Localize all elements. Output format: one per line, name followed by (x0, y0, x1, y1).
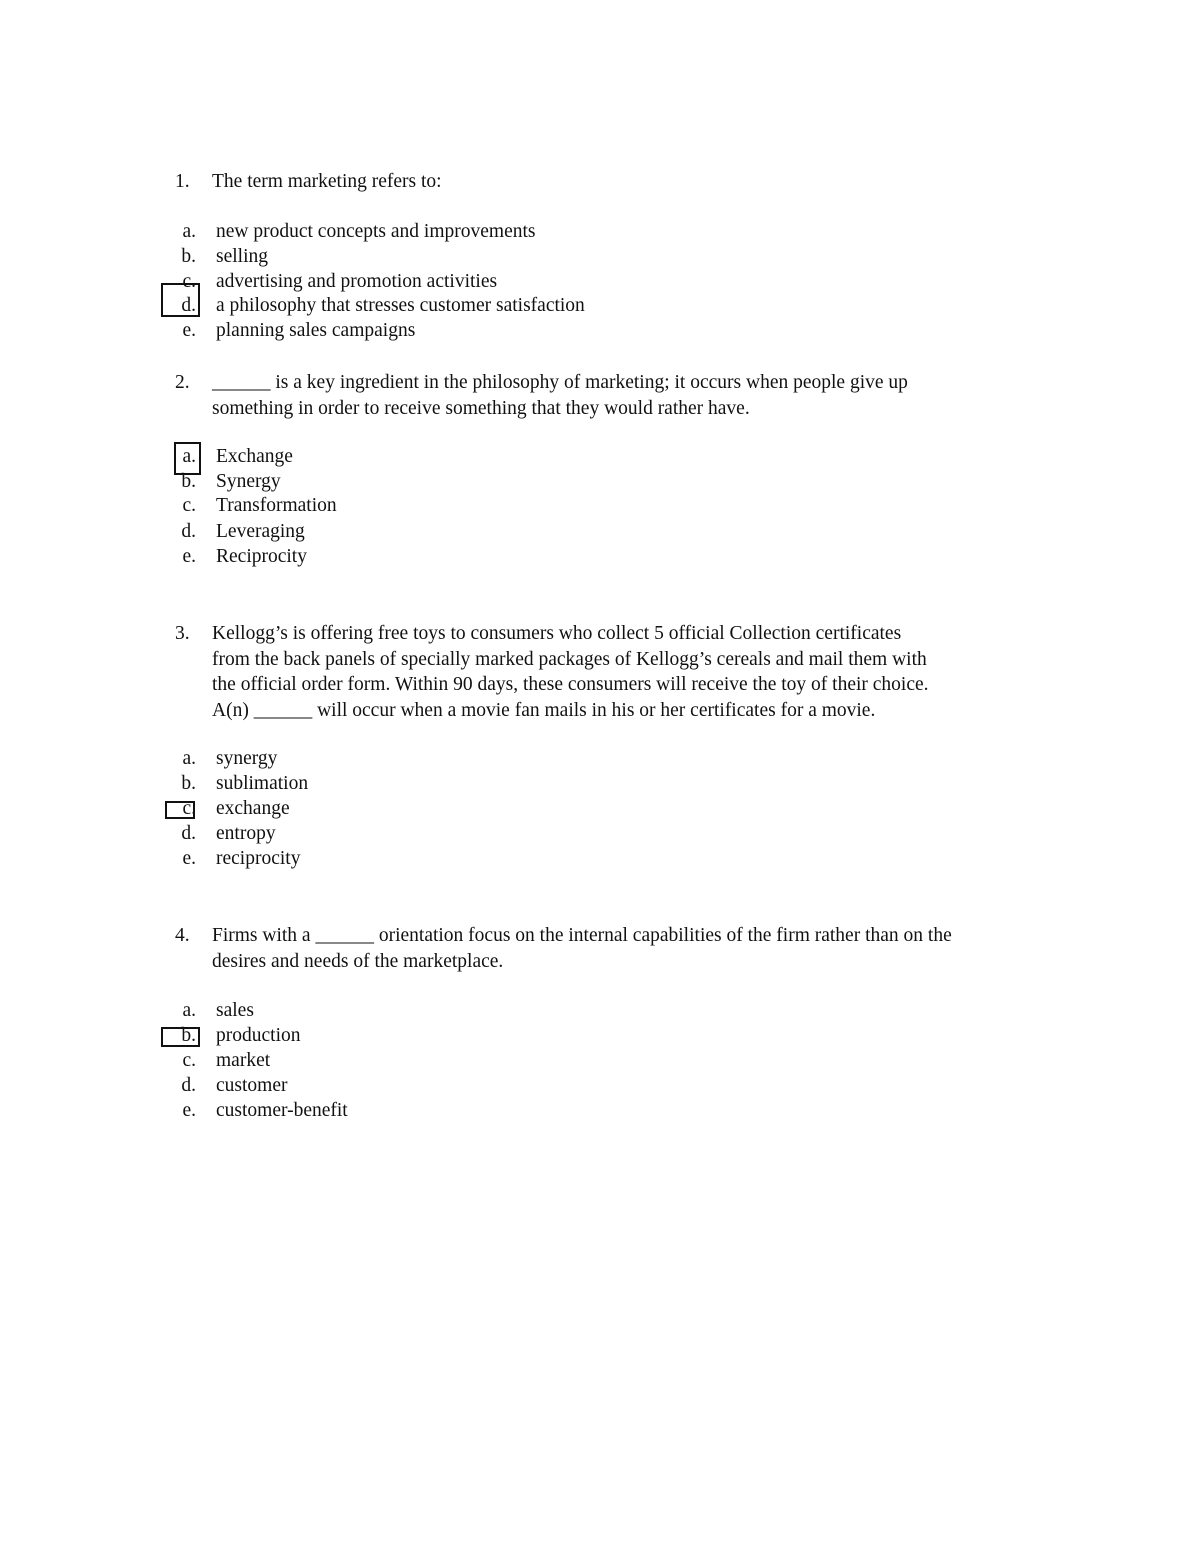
option-text: Leveraging (216, 521, 305, 542)
option-letter: c. (182, 495, 196, 516)
option-text: advertising and promotion activities (216, 271, 498, 292)
option-letter: e. (182, 848, 196, 869)
option-text: customer-benefit (216, 1100, 348, 1121)
question-text (212, 923, 1032, 974)
option-letter: c. (182, 271, 196, 292)
option-text: production (216, 1025, 301, 1046)
option-text: market (216, 1050, 271, 1071)
option-text: planning sales campaigns (216, 320, 416, 341)
option-letter: b. (181, 773, 196, 794)
question-number: 3. (175, 623, 190, 644)
option-letter: b. (181, 1025, 196, 1046)
question-text (212, 370, 1032, 421)
answer-mark-box (174, 442, 201, 475)
option-letter: e. (182, 546, 196, 567)
option-text: a philosophy that stresses customer satisfaction (216, 295, 585, 316)
question-line: Firms with a ______ orientation focus on the internal capabilities of the firm rather than on the (212, 925, 952, 946)
option-text: Synergy (216, 471, 281, 492)
question-number: 4. (175, 925, 190, 946)
answer-mark-box (161, 1027, 200, 1047)
option-text: new product concepts and improvements (216, 221, 536, 242)
question-number: 2. (175, 372, 190, 393)
option-letter: e. (182, 320, 196, 341)
question-text (212, 621, 1032, 723)
question-line: the official order form. Within 90 days, these consumers will receive the toy of their choice. (212, 674, 929, 695)
question-line: from the back panels of specially marked packages of Kellogg’s cereals and mail them with (212, 648, 927, 670)
option-text: synergy (216, 748, 278, 769)
option-text: reciprocity (216, 848, 301, 869)
question-line: something in order to receive something that they would rather have. (212, 397, 750, 419)
option-letter: c. (182, 1050, 196, 1071)
question-line: desires and needs of the marketplace. (212, 950, 504, 972)
answer-mark-box (165, 801, 195, 819)
option-letter: a. (182, 748, 196, 769)
option-text: selling (216, 246, 268, 267)
option-text: sublimation (216, 773, 309, 794)
option-letter: c. (182, 798, 196, 819)
option-letter: b. (181, 246, 196, 267)
option-text: Reciprocity (216, 546, 307, 567)
option-letter: b. (181, 471, 196, 492)
option-text: Transformation (216, 495, 337, 516)
option-letter: d. (181, 1075, 196, 1096)
answer-mark-box (161, 283, 200, 317)
question-line: The term marketing refers to: (212, 171, 442, 192)
option-letter: d. (181, 295, 196, 316)
option-text: exchange (216, 798, 290, 819)
option-letter: a. (182, 221, 196, 242)
question-line: A(n) ______ will occur when a movie fan mails in his or her certificates for a movie. (212, 699, 876, 721)
option-text: customer (216, 1075, 288, 1096)
option-text: sales (216, 1000, 254, 1021)
option-letter: a. (182, 446, 196, 467)
question-line: ______ is a key ingredient in the philosophy of marketing; it occurs when people give up (212, 372, 908, 393)
option-text: Exchange (216, 446, 293, 467)
option-letter: d. (181, 521, 196, 542)
question-line: Kellogg’s is offering free toys to consumers who collect 5 official Collection certificates (212, 623, 902, 644)
option-text: entropy (216, 823, 276, 844)
option-letter: d. (181, 823, 196, 844)
question-text (212, 169, 1032, 195)
option-letter: a. (182, 1000, 196, 1021)
option-letter: e. (182, 1100, 196, 1121)
question-number: 1. (175, 171, 190, 192)
